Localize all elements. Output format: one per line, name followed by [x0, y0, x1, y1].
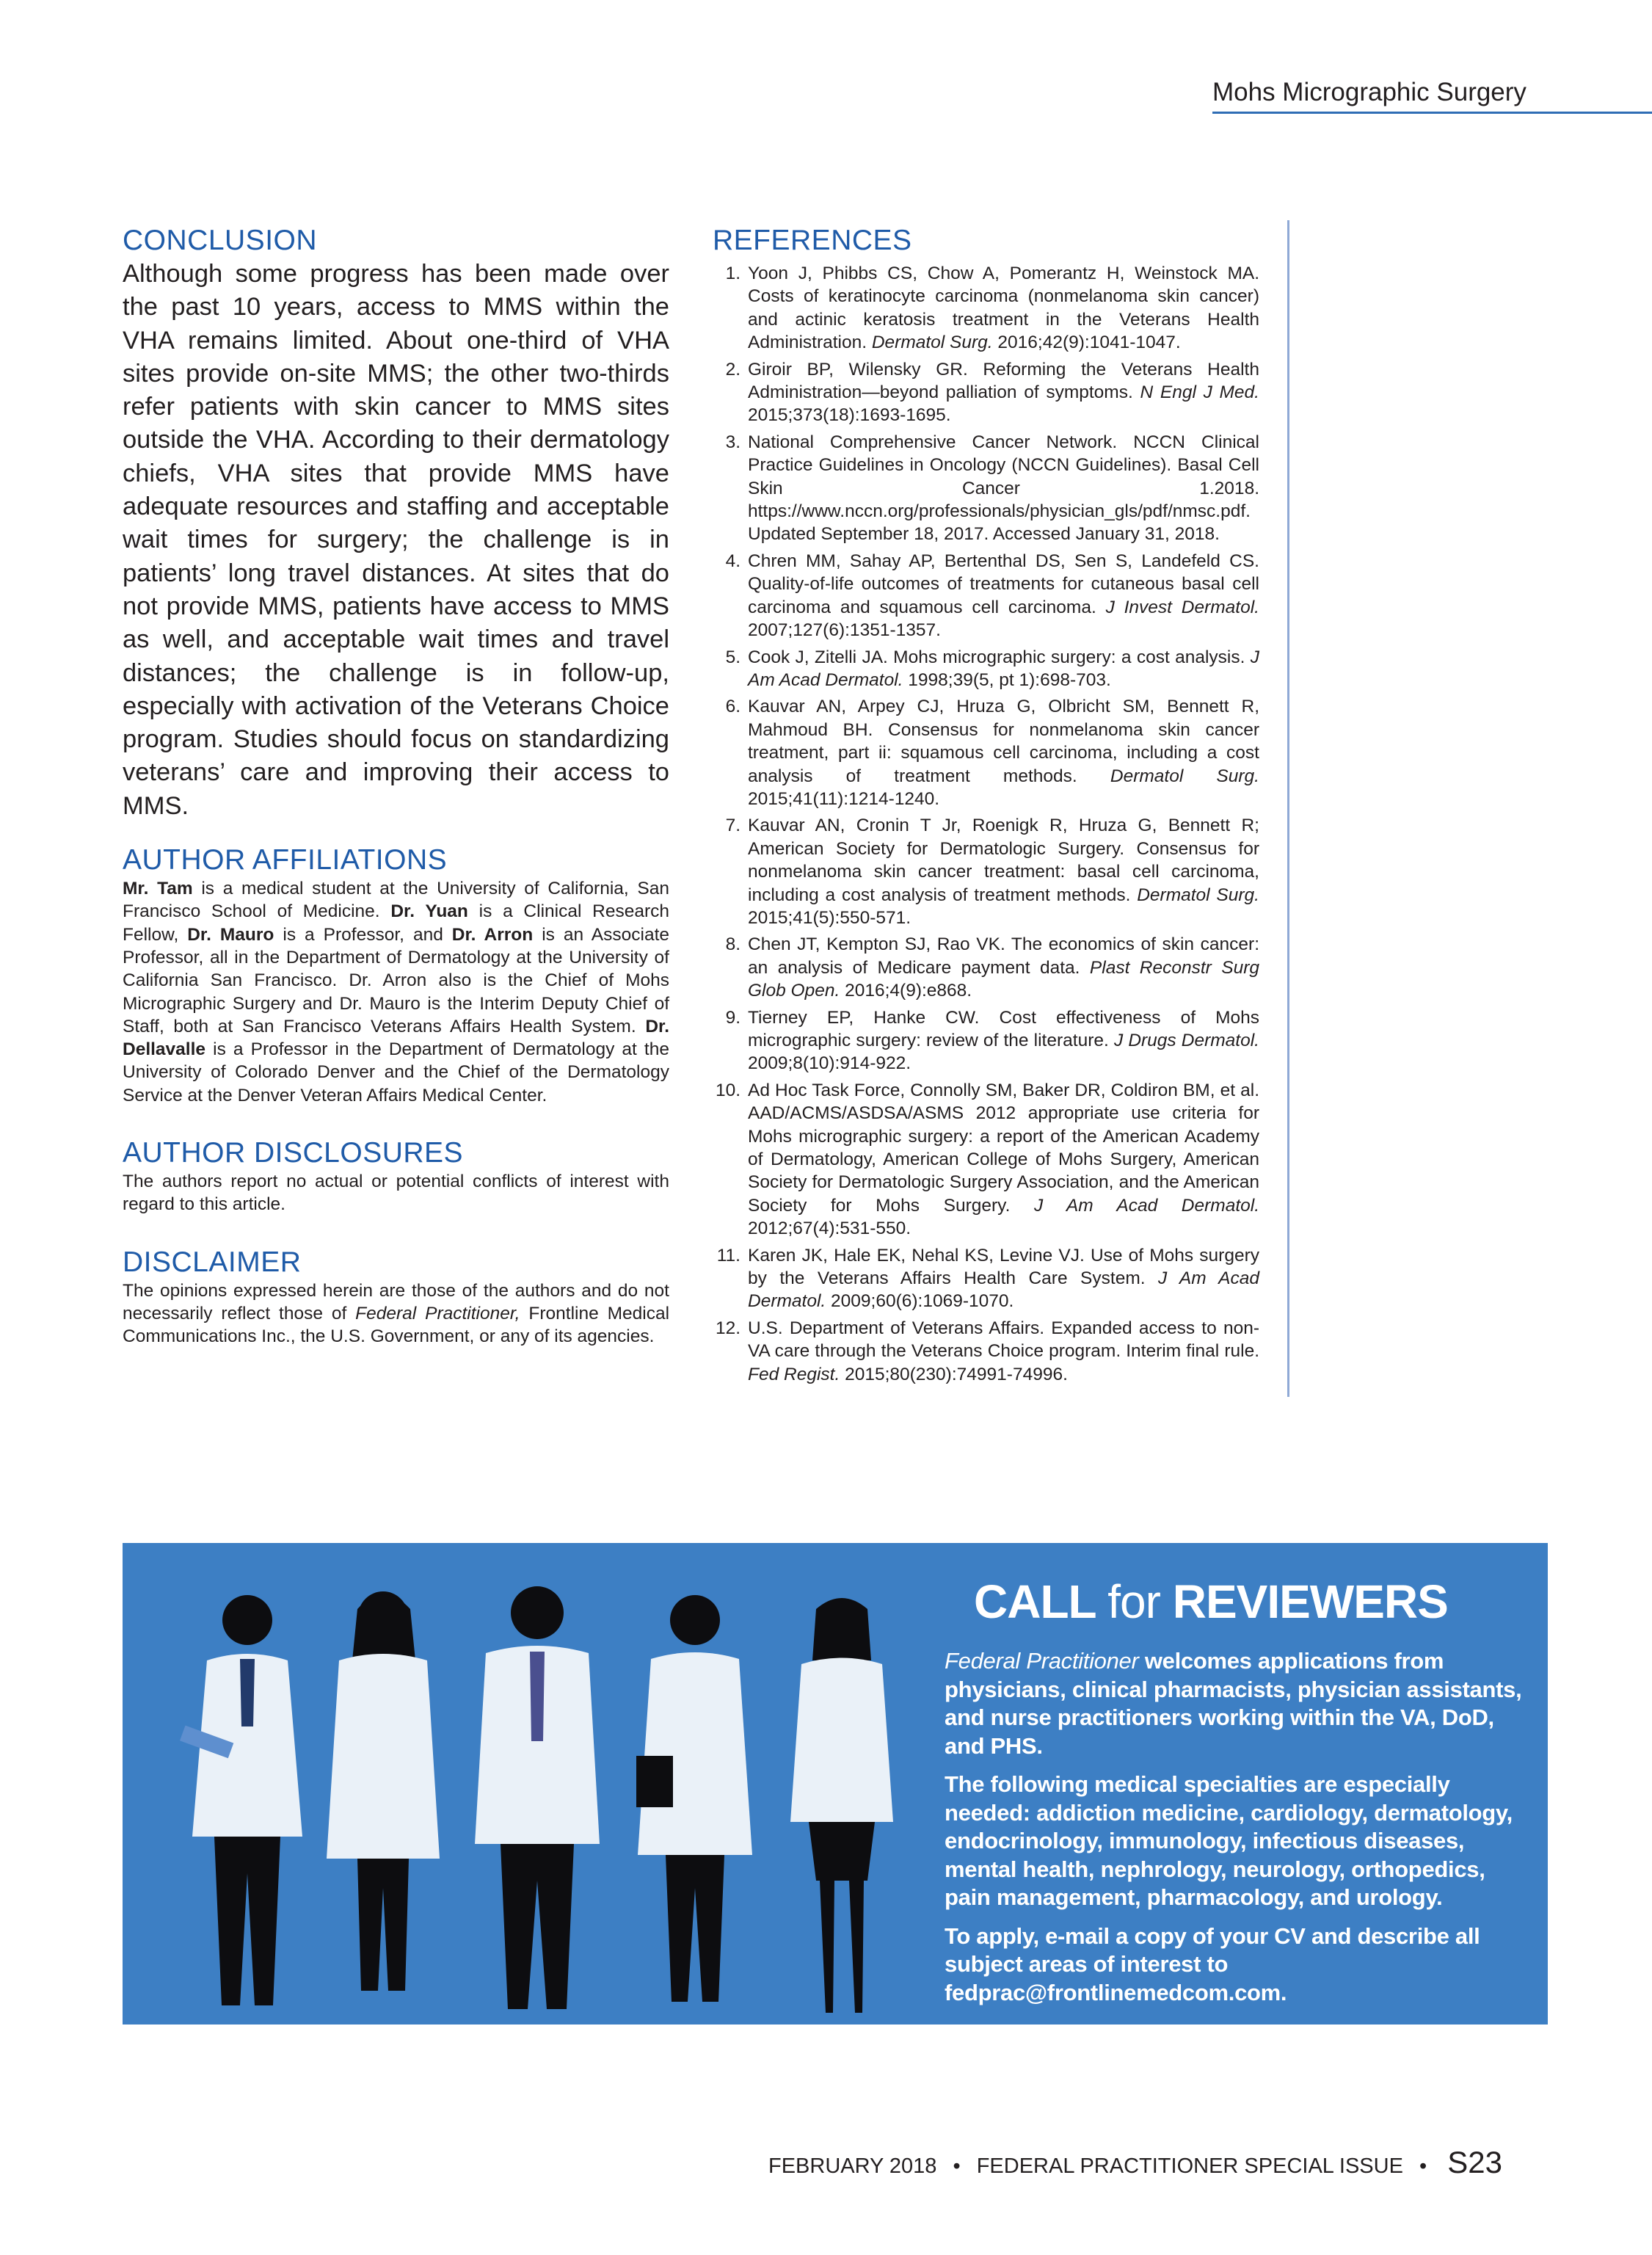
reference-item: 1. Yoon J, Phibbs CS, Chow A, Pomerantz H, Weinstock MA. Costs of keratinocyte carcinoma (nonmelanoma skin cancer) and actinic keratosis treatment in the Veterans Health Administration. Dermatol Surg. 2016;42(9):1041-1047.: [725, 264, 1259, 353]
affiliations-heading: AUTHOR AFFILIATIONS: [123, 844, 448, 876]
reference-item: 2. Giroir BP, Wilensky GR. Reforming the Veterans Health Administration—beyond palliation of symptoms. N Engl J Med. 2015;373(18):1693-1695.: [725, 359, 1259, 426]
footer-publication: FEDERAL PRACTITIONER SPECIAL ISSUE: [976, 2154, 1403, 2178]
call-for-reviewers-ad: [123, 1543, 1548, 2025]
header-rule: [1212, 112, 1652, 114]
doctor-silhouettes-illustration: [137, 1580, 1055, 2020]
left-column: [123, 224, 669, 1348]
reference-item: 6. Kauvar AN, Arpey CJ, Hruza G, Olbricht SM, Bennett R, Mahmoud BH. Consensus for nonmelanoma skin cancer treatment, part ii: squamous cell carcinoma, including a cost analysis of treatment methods. Dermatol Surg. 2015;41(11):1214-1240.: [725, 697, 1259, 809]
doctor-figure-5: [790, 1598, 893, 2013]
page-number: S23: [1447, 2145, 1502, 2179]
reference-item: 7. Kauvar AN, Cronin T Jr, Roenigk R, Hruza G, Bennett R; American Society for Dermatologic Surgery. Consensus for nonmelanoma skin cancer treatment: basal cell carcinoma, including a cost analysis of treatment methods. Dermatol Surg. 2015;41(5):550-571.: [725, 816, 1259, 928]
reference-item: 3. National Comprehensive Cancer Network. NCCN Clinical Practice Guidelines in Oncology (NCCN Guidelines). Basal Cell Skin Cancer 1.2018. https://www.nccn.org/professionals/physician_gls/pdf/nmsc.pdf. Updated September 18, 2017. Accessed January 31, 2018.: [725, 432, 1259, 545]
disclaimer-heading: DISCLAIMER: [123, 1246, 302, 1278]
page-footer: [768, 2145, 1598, 2180]
ad-paragraph-apply: To apply, e-mail a copy of your CV and describe all subject areas of interest to fedprac@frontlinemedcom.com.: [945, 1922, 1480, 2005]
reference-item: 4. Chren MM, Sahay AP, Bertenthal DS, Sen S, Landefeld CS. Quality-of-life outcomes of treatments for cutaneous basal cell carcinoma and squamous cell carcinoma. J Invest Dermatol. 2007;127(6):1351-1357.: [725, 551, 1259, 641]
running-title: Mohs Micrographic Surgery: [1212, 78, 1527, 106]
conclusion-heading: CONCLUSION: [123, 225, 318, 256]
reference-item: 9. Tierney EP, Hanke CW. Cost effectiveness of Mohs micrographic surgery: review of the literature. J Drugs Dermatol. 2009;8(10):914-922.: [725, 1007, 1259, 1074]
doctor-figure-1: [180, 1595, 302, 2005]
conclusion-text: Although some progress has been made over the past 10 years, access to MMS within the VHA remains limited. About one-third of VHA sites provide on-site MMS; the other two-thirds refer patients with skin cancer to MMS sites outside the VHA. According to their dermatology chiefs, VHA sites that provide MMS have adequate resources and staffing and acceptable wait times for surgery; the challenge is in patients’ long travel distances. At sites that do not provide MMS, patients have access to MMS as well, and acceptable wait times and travel distances; the challenge is in follow-up, especially with activation of the Veterans Choice program. Studies should focus on standardizing veterans’ care and improving their access to MMS.: [123, 260, 669, 820]
disclosures-text: The authors report no actual or potential conflicts of interest with regard to this article.: [123, 1172, 669, 1215]
ad-email-link[interactable]: fedprac@frontlinemedcom.com.: [945, 1979, 1287, 2005]
footer-bullet: •: [1419, 2154, 1427, 2178]
references-heading: REFERENCES: [713, 225, 912, 256]
reference-item: 8. Chen JT, Kempton SJ, Rao VK. The economics of skin cancer: an analysis of Medicare payment data. Plast Reconstr Surg Glob Open. 2016;4(9):e868.: [725, 934, 1259, 1001]
reference-item: 5. Cook J, Zitelli JA. Mohs micrographic surgery: a cost analysis. J Am Acad Dermatol. 1998;39(5, pt 1):698-703.: [725, 647, 1259, 690]
reference-item: 12. U.S. Department of Veterans Affairs. Expanded access to non-VA care through the Veterans Choice program. Interim final rule. Fed Regist. 2015;80(230):74991-74996.: [715, 1318, 1259, 1384]
ad-text-block: [945, 1572, 1524, 2017]
references-list: [713, 262, 1259, 1386]
disclosures-heading: AUTHOR DISCLOSURES: [123, 1137, 464, 1169]
doctor-figure-4: [636, 1595, 752, 2002]
ad-title: CALL for REVIEWERS: [974, 1575, 1448, 1628]
doctor-figure-2: [327, 1591, 440, 1991]
disclaimer-text: The opinions expressed herein are those of the authors and do not necessarily reflect those of Federal Practitioner, Frontline Medical Communications Inc., the U.S. Government, or any of its agencies.: [123, 1280, 670, 1347]
column-divider: [1287, 220, 1289, 1397]
ad-paragraph-specialties: The following medical specialties are especially needed: addiction medicine, cardiology, dermatology, endocrinology, immunology, infectious diseases, mental health, nephrology, neurology, orthopedics, pain management, pharmacology, and urology.: [945, 1771, 1513, 1910]
doctor-figure-3: [475, 1586, 600, 2009]
references-column: [713, 224, 1259, 1390]
reference-item: 11. Karen JK, Hale EK, Nehal KS, Levine VJ. Use of Mohs surgery by the Veterans Affairs Health Care System. J Am Acad Dermatol. 2009;60(6):1069-1070.: [716, 1245, 1260, 1312]
footer-bullet: •: [953, 2154, 961, 2178]
affiliations-text: Mr. Tam is a medical student at the University of California, San Francisco School of Medicine. Dr. Yuan is a Clinical Research Fellow, Dr. Mauro is a Professor, and Dr. Arron is an Associate Professor, all in the Department of Dermatology at the University of California San Francisco. Dr. Arron also is the Chief of Mohs Micrographic Surgery and Dr. Mauro is the Interim Deputy Chief of Staff, both at San Francisco Veterans Affairs Health System. Dr. Dellavalle is a Professor in the Department of Dermatology at the University of Colorado Denver and the Chief of the Dermatology Service at the Denver Veteran Affairs Medical Center.: [123, 879, 670, 1105]
footer-date: FEBRUARY 2018: [768, 2154, 937, 2178]
ad-paragraph-audience: Federal Practitioner welcomes applications from physicians, clinical pharmacists, physician assistants, and nurse practitioners working within the VA, DoD, and PHS.: [945, 1648, 1522, 1759]
reference-item: 10. Ad Hoc Task Force, Connolly SM, Baker DR, Coldiron BM, et al. AAD/ACMS/ASDSA/ASMS 2012 appropriate use criteria for Mohs micrographic surgery: a report of the American Academy of Dermatology, American College of Mohs Surgery, American Society for Dermatologic Surgery Association, and the American Society for Mohs Surgery. J Am Acad Dermatol. 2012;67(4):531-550.: [715, 1080, 1259, 1239]
